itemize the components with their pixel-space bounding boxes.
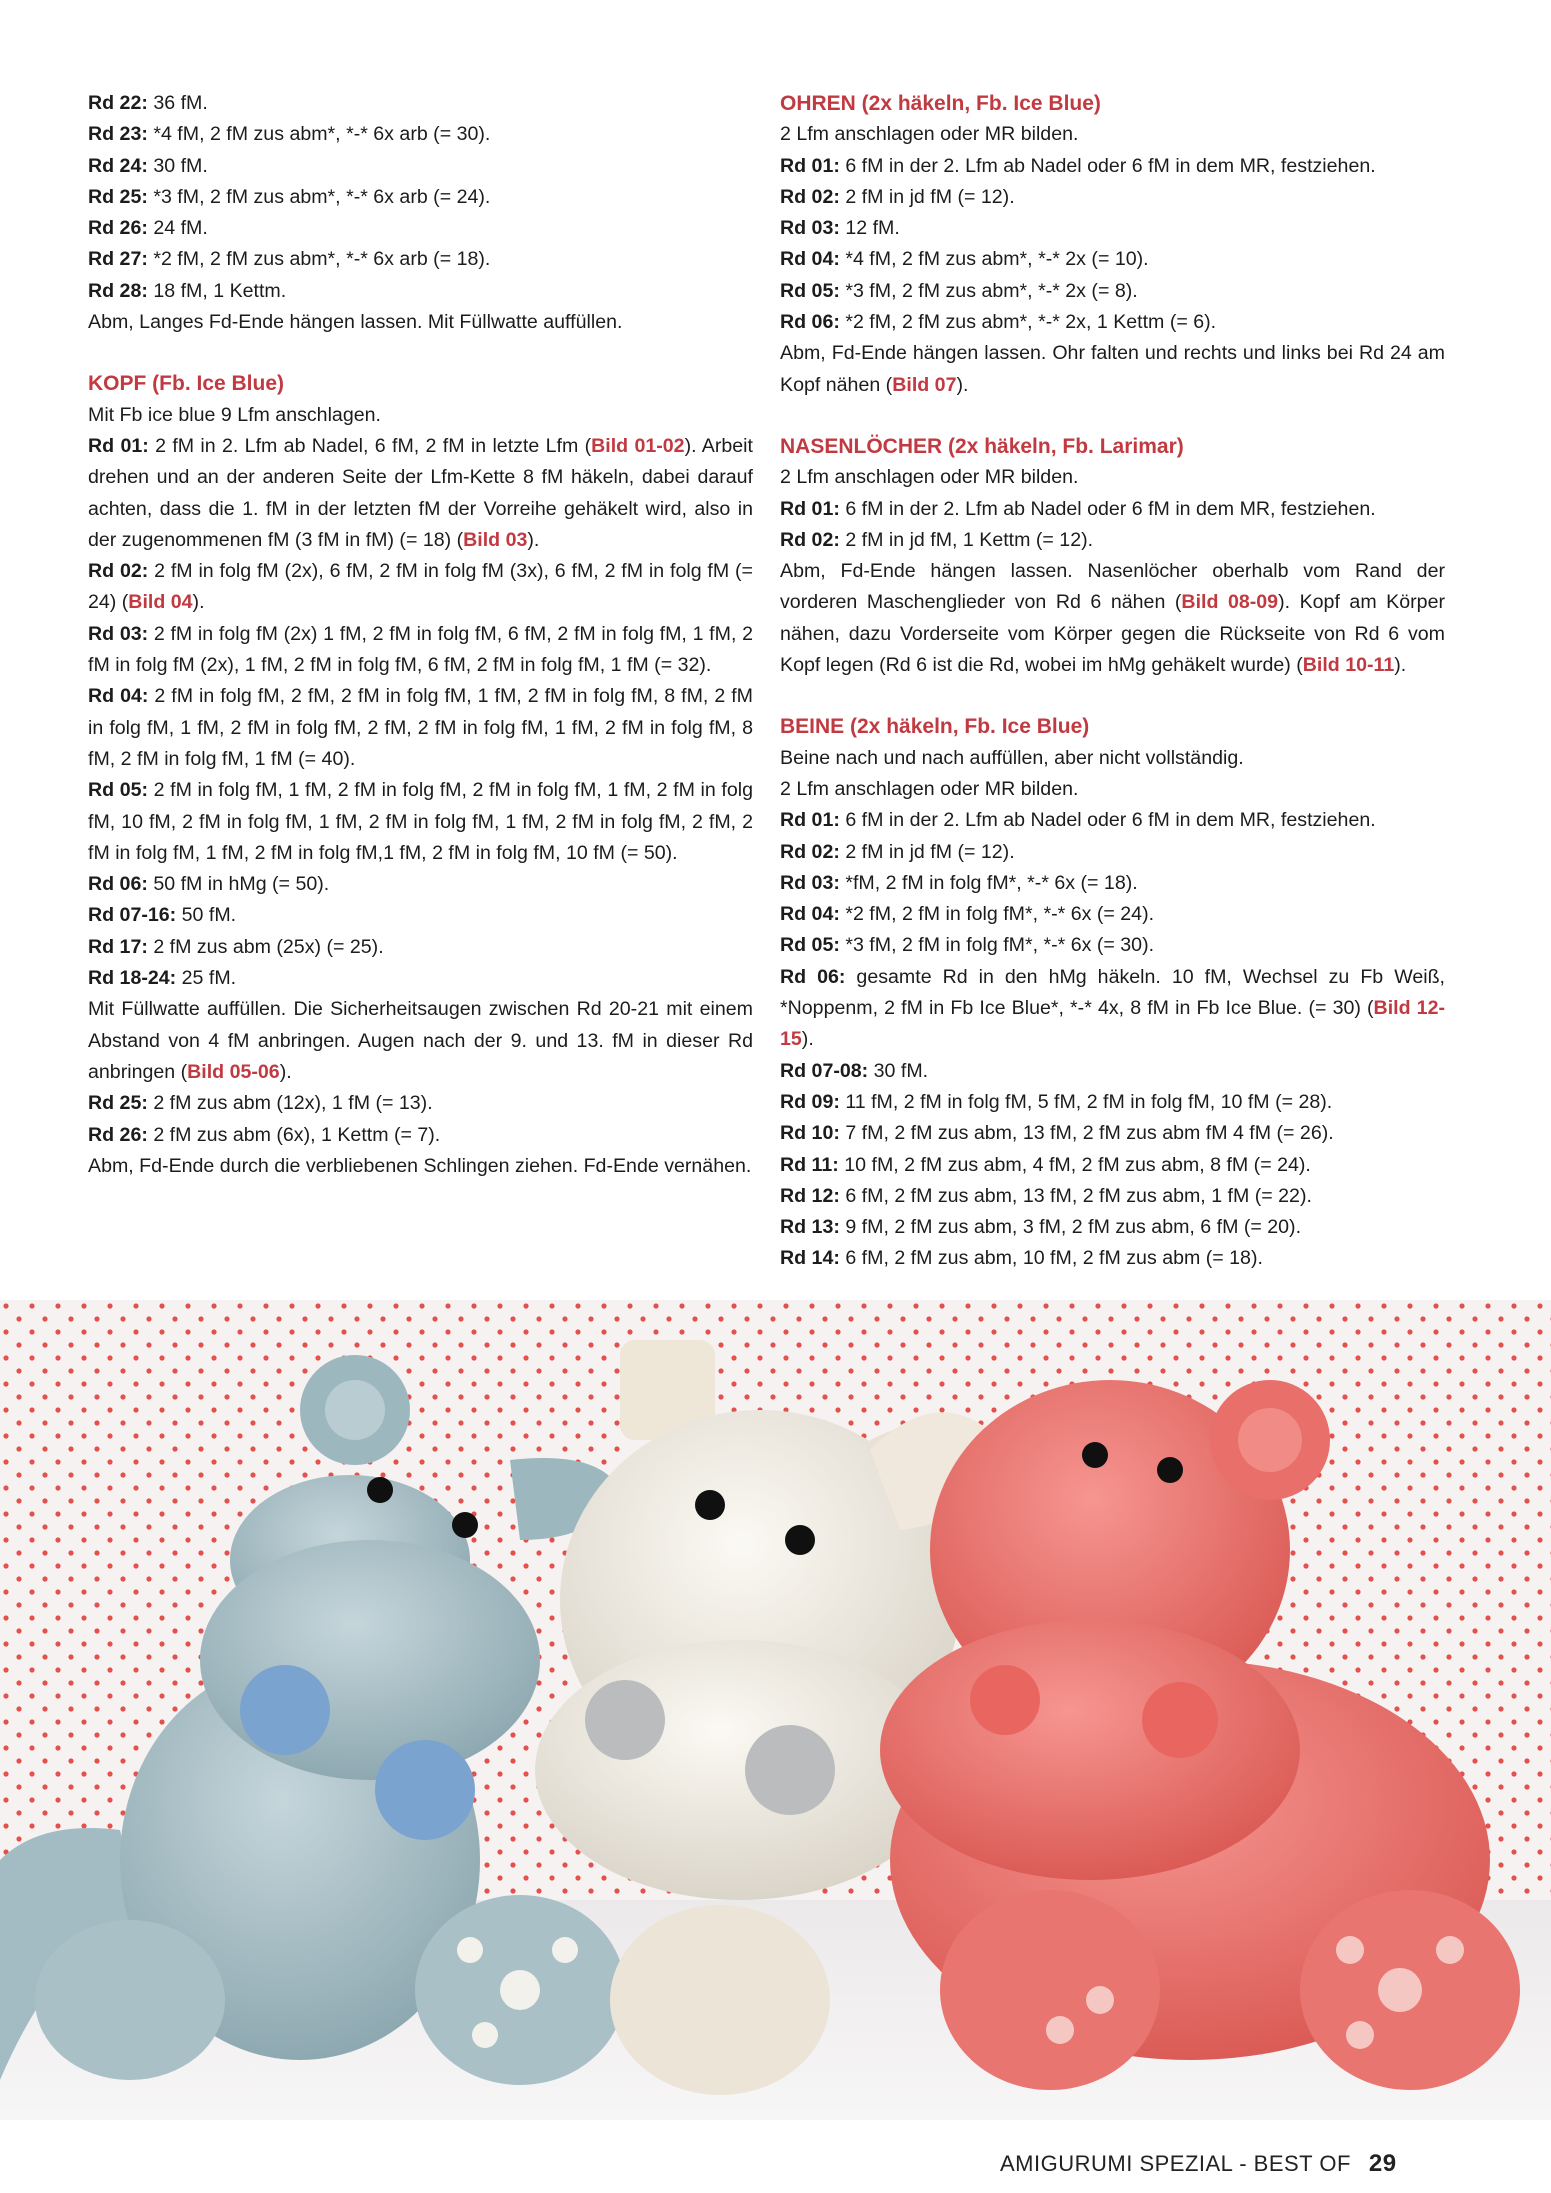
- row-line: Rd 05: *3 fM, 2 fM in folg fM*, *-* 6x (= 30).: [780, 934, 1155, 957]
- row-line: Rd 03: *fM, 2 fM in folg fM*, *-* 6x (= 18).: [780, 871, 1138, 894]
- row-paragraph: Rd 06: gesamte Rd in den hMg häkeln. 10 fM, Wechsel zu Fb Weiß, *Noppenm, 2 fM in Fb Ice Blue*, *-* 4x, 8 fM in Fb Ice Blue. (= 30) (Bild 12-15).: [780, 965, 1445, 1051]
- right-column: [780, 88, 1445, 1275]
- page-number: 29: [1368, 2150, 1397, 2177]
- row-line: Rd 07-16: 50 fM.: [88, 904, 237, 927]
- row-line: Rd 01: 6 fM in der 2. Lfm ab Nadel oder 6 fM in dem MR, festziehen.: [780, 154, 1376, 177]
- row-paragraph: Rd 01: 2 fM in 2. Lfm ab Nadel, 6 fM, 2 fM in letzte Lfm (Bild 01-02). Arbeit drehen und an der anderen Seite der Lfm-Kette 8 fM häkeln, dabei darauf achten, dass die 1. fM in der letzten fM der Vorreihe gehäkelt wird, also in der zugenommenen fM (3 fM in fM) (= 18) (Bild 03).: [88, 434, 753, 551]
- instruction-text: Mit Fb ice blue 9 Lfm anschlagen.: [88, 403, 381, 426]
- row-line: Rd 13: 9 fM, 2 fM zus abm, 3 fM, 2 fM zus abm, 6 fM (= 20).: [780, 1216, 1302, 1239]
- figure-reference: Bild 01-02: [591, 434, 685, 457]
- figure-reference: Bild 07: [892, 373, 957, 396]
- section-heading-ohren: OHREN (2x häkeln, Fb. Ice Blue): [780, 92, 1101, 115]
- figure-reference: Bild 12-15: [780, 997, 1445, 1051]
- row-line: Rd 02: 2 fM in jd fM (= 12).: [780, 840, 1015, 863]
- figure-reference: Bild 10-11: [1302, 654, 1395, 677]
- figure-reference: Bild 04: [128, 591, 193, 614]
- row-line: Rd 01: 6 fM in der 2. Lfm ab Nadel oder 6 fM in dem MR, festziehen.: [780, 809, 1376, 832]
- row-line: Rd 04: *2 fM, 2 fM in folg fM*, *-* 6x (= 24).: [780, 903, 1155, 926]
- row-line: Rd 17: 2 fM zus abm (25x) (= 25).: [88, 935, 384, 958]
- row-line: Rd 02: 2 fM in jd fM (= 12).: [780, 185, 1015, 208]
- row-line: Rd 12: 6 fM, 2 fM zus abm, 13 fM, 2 fM zus abm, 1 fM (= 22).: [780, 1184, 1312, 1207]
- figure-reference: Bild 08-09: [1181, 591, 1279, 614]
- row-line: Rd 02: 2 fM in jd fM, 1 Kettm (= 12).: [780, 528, 1094, 551]
- row-line: Rd 27: *2 fM, 2 fM zus abm*, *-* 6x arb (= 18).: [88, 248, 491, 271]
- row-line: Rd 26: 24 fM.: [88, 217, 208, 240]
- instruction-text: Abm, Fd-Ende durch die verbliebenen Schlingen ziehen. Fd-Ende vernähen.: [88, 1154, 752, 1177]
- row-paragraph: Rd 04: 2 fM in folg fM, 2 fM, 2 fM in folg fM, 1 fM, 2 fM in folg fM, 8 fM, 2 fM in folg fM, 1 fM, 2 fM in folg fM, 2 fM, 2 fM in folg fM, 1 fM, 2 fM in folg fM, 8 fM, 2 fM in folg fM, 1 fM (= 40).: [88, 685, 753, 770]
- section-heading-beine: BEINE (2x häkeln, Fb. Ice Blue): [780, 715, 1090, 739]
- section-heading-nasenloecher: NASENLÖCHER (2x häkeln, Fb. Larimar): [780, 434, 1184, 458]
- instruction-text: Beine nach und nach auffüllen, aber nicht vollständig.: [780, 746, 1244, 769]
- row-line: Rd 25: *3 fM, 2 fM zus abm*, *-* 6x arb (= 24).: [88, 185, 491, 208]
- section-heading-kopf: KOPF (Fb. Ice Blue): [88, 372, 285, 396]
- instruction-paragraph: Abm, Fd-Ende hängen lassen. Nasenlöcher oberhalb vom Rand der vorderen Maschenglieder von Rd 6 nähen (Bild 08-09). Kopf am Körper nähen, dazu Vorderseite vom Körper gegen die Rückseite von Rd 6 vom Kopf legen (Rd 6 ist die Rd, wobei im hMg gehäkelt wurde) (Bild 10-11).: [780, 560, 1445, 677]
- row-line: Rd 03: 12 fM.: [780, 217, 900, 240]
- row-line: Rd 24: 30 fM.: [88, 154, 208, 177]
- instruction-text: 2 Lfm anschlagen oder MR bilden.: [780, 466, 1079, 489]
- magazine-title: AMIGURUMI SPEZIAL - BEST OF: [1000, 2151, 1351, 2176]
- page-footer: [1000, 2150, 1460, 2178]
- row-line: Rd 10: 7 fM, 2 fM zus abm, 13 fM, 2 fM zus abm fM 4 fM (= 26).: [780, 1122, 1334, 1145]
- instruction-text: Abm, Langes Fd-Ende hängen lassen. Mit Füllwatte auffüllen.: [88, 311, 623, 334]
- row-line: Rd 23: *4 fM, 2 fM zus abm*, *-* 6x arb (= 30).: [88, 123, 491, 146]
- row-line: Rd 18-24: 25 fM.: [88, 967, 237, 990]
- instruction-text: 2 Lfm anschlagen oder MR bilden.: [780, 777, 1079, 800]
- instruction-paragraph: Mit Füllwatte auffüllen. Die Sicherheitsaugen zwischen Rd 20-21 mit einem Abstand von 4 fM anbringen. Augen nach der 9. und 13. fM in dieser Rd anbringen (Bild 05-06).: [88, 998, 753, 1083]
- row-line: Rd 06: 50 fM in hMg (= 50).: [88, 873, 330, 896]
- row-line: Rd 22: 36 fM.: [88, 92, 208, 114]
- amigurumi-hippos-photo: [0, 1300, 1551, 2120]
- row-line: Rd 06: *2 fM, 2 fM zus abm*, *-* 2x, 1 Kettm (= 6).: [780, 311, 1217, 334]
- instruction-paragraph: Abm, Fd-Ende hängen lassen. Ohr falten und rechts und links bei Rd 24 am Kopf nähen (Bild 07).: [780, 342, 1445, 396]
- figure-reference: Bild 05-06: [187, 1060, 280, 1083]
- row-paragraph: Rd 03: 2 fM in folg fM (2x) 1 fM, 2 fM in folg fM, 6 fM, 2 fM in folg fM, 1 fM, 2 fM in folg fM (2x), 1 fM, 2 fM in folg fM, 6 fM, 2 fM in folg fM, 1 fM (= 32).: [88, 622, 753, 677]
- row-line: Rd 28: 18 fM, 1 Kettm.: [88, 279, 287, 302]
- row-line: Rd 11: 10 fM, 2 fM zus abm, 4 fM, 2 fM zus abm, 8 fM (= 24).: [780, 1153, 1311, 1176]
- row-paragraph: Rd 02: 2 fM in folg fM (2x), 6 fM, 2 fM in folg fM (3x), 6 fM, 2 fM in folg fM (= 24) (Bild 04).: [88, 560, 753, 614]
- row-line: Rd 26: 2 fM zus abm (6x), 1 Kettm (= 7).: [88, 1123, 441, 1146]
- row-line: Rd 25: 2 fM zus abm (12x), 1 fM (= 13).: [88, 1092, 433, 1115]
- row-line: Rd 04: *4 fM, 2 fM zus abm*, *-* 2x (= 10).: [780, 248, 1149, 271]
- figure-reference: Bild 03: [463, 528, 528, 551]
- row-line: Rd 14: 6 fM, 2 fM zus abm, 10 fM, 2 fM zus abm (= 18).: [780, 1247, 1263, 1270]
- row-line: Rd 09: 11 fM, 2 fM in folg fM, 5 fM, 2 fM in folg fM, 10 fM (= 28).: [780, 1090, 1333, 1113]
- row-paragraph: Rd 05: 2 fM in folg fM, 1 fM, 2 fM in folg fM, 2 fM in folg fM, 1 fM, 2 fM in folg fM, 10 fM, 2 fM in folg fM, 1 fM, 2 fM in folg fM, 1 fM, 2 fM in folg fM, 2 fM, 2 fM in folg fM, 1 fM, 2 fM in folg fM,1 fM, 2 fM in folg fM, 10 fM (= 50).: [88, 779, 753, 864]
- row-line: Rd 07-08: 30 fM.: [780, 1059, 929, 1082]
- row-line: Rd 05: *3 fM, 2 fM zus abm*, *-* 2x (= 8).: [780, 279, 1138, 302]
- row-line: Rd 01: 6 fM in der 2. Lfm ab Nadel oder 6 fM in dem MR, festziehen.: [780, 497, 1376, 520]
- instruction-text: 2 Lfm anschlagen oder MR bilden.: [780, 123, 1079, 146]
- left-column: [88, 88, 753, 1182]
